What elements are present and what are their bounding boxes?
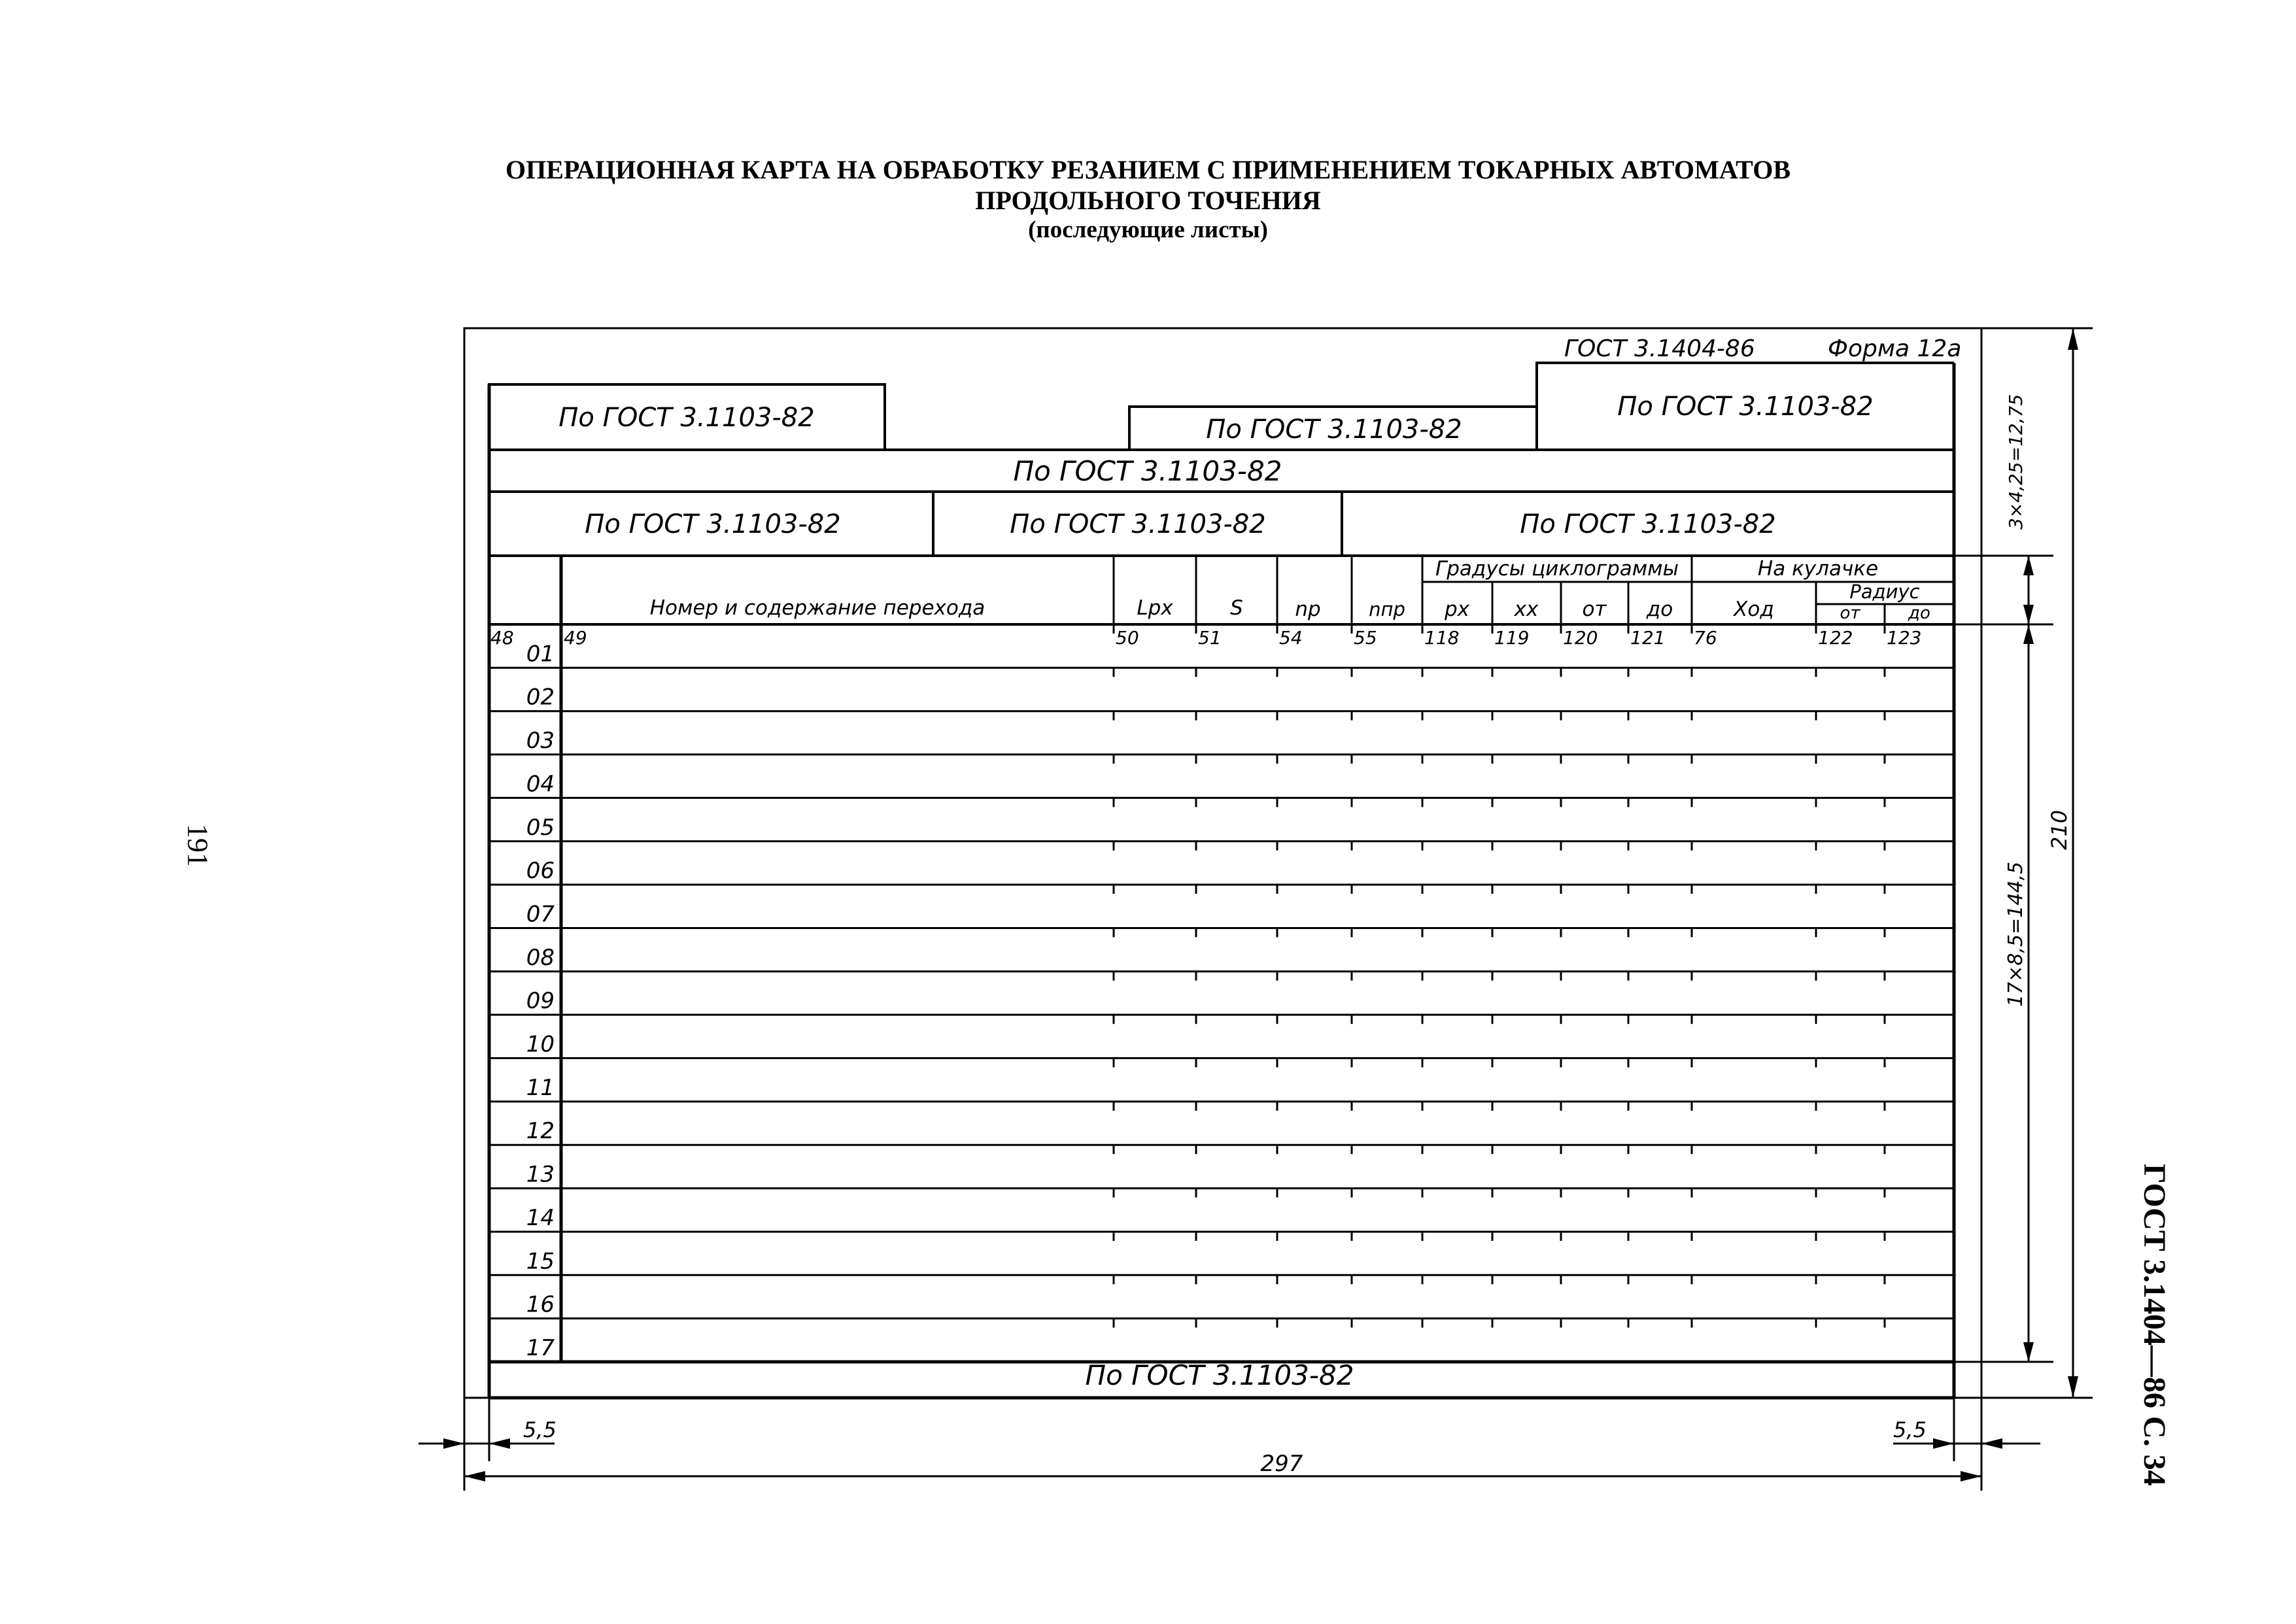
header-from: от [1582,598,1607,621]
row-number: 14 [526,1204,555,1231]
dim-rows-band: 17×8,5=144,5 [2004,861,2027,1007]
row-number: 09 [526,988,555,1015]
code-118: 118 [1424,627,1460,649]
row-number: 16 [526,1291,555,1318]
dim-margin-right: 5,5 [1893,1417,1927,1442]
row-number: 07 [526,901,555,928]
code-123: 123 [1887,627,1922,649]
row-number: 01 [526,641,555,668]
ref-row-3-left: По ГОСТ 3.1103-82 [585,509,841,539]
code-51: 51 [1198,627,1222,649]
header-stroke: Ход [1734,598,1774,621]
outer-frame [464,328,1981,1398]
header-s: S [1230,596,1243,620]
code-50: 50 [1116,627,1139,649]
ref-bottom: По ГОСТ 3.1103-82 [1085,1359,1354,1391]
code-119: 119 [1494,627,1530,649]
code-48: 48 [490,627,514,649]
row-number: 11 [526,1074,555,1101]
header-transition: Номер и содержание перехода [649,596,985,620]
side-gost-label: ГОСТ 3.1404—86 С. 34 [2137,1164,2172,1486]
dim-top-band: 3×4,25=12,75 [2005,394,2027,530]
row-number: 05 [526,814,555,841]
header-to: до [1646,598,1673,621]
code-121: 121 [1630,627,1666,649]
dim-width: 297 [1260,1451,1303,1477]
code-54: 54 [1279,627,1303,649]
code-55: 55 [1354,627,1377,649]
row-number: 10 [526,1031,555,1058]
ref-top-left: По ГОСТ 3.1103-82 [558,403,815,433]
header-radius: Радиус [1849,581,1920,603]
ref-row-2: По ГОСТ 3.1103-82 [1013,455,1282,487]
code-76: 76 [1694,627,1717,649]
title-line-3: (последующие листы) [1028,216,1268,243]
header-np: nр [1295,598,1321,621]
ref-row-3-middle: По ГОСТ 3.1103-82 [1010,509,1266,539]
row-lines [489,668,1954,1318]
ref-top-right: По ГОСТ 3.1103-82 [1617,392,1874,422]
header-npp: nпр [1369,598,1405,620]
title-line-1: ОПЕРАЦИОННАЯ КАРТА НА ОБРАБОТКУ РЕЗАНИЕМ С ПРИМЕНЕНИЕМ ТОКАРНЫХ АВТОМАТОВ [505,155,1791,184]
code-122: 122 [1818,627,1853,649]
row-number: 06 [526,858,555,885]
ref-row-3-right: По ГОСТ 3.1103-82 [1520,509,1776,539]
row-number: 12 [526,1118,555,1145]
header-radius-from: от [1840,603,1860,623]
header-px: рх [1444,598,1470,621]
form-label: Форма 12а [1828,335,1962,362]
dim-margin-left: 5,5 [523,1417,557,1442]
title-line-2: ПРОДОЛЬНОГО ТОЧЕНИЯ [975,186,1321,215]
row-number: 03 [526,728,555,754]
header-xx: хх [1514,598,1539,621]
dim-height: 210 [2047,809,2072,850]
row-number: 02 [526,684,555,711]
page-number: 191 [182,824,214,867]
form-standard: ГОСТ 3.1404-86 [1564,335,1755,362]
row-number: 13 [526,1161,555,1188]
row-number: 04 [526,771,555,798]
row-number: 15 [526,1248,555,1275]
code-120: 120 [1563,627,1598,649]
header-cam-group: На кулачке [1757,557,1879,581]
code-49: 49 [564,627,587,649]
header-radius-to: до [1908,603,1930,623]
ref-top-middle: По ГОСТ 3.1103-82 [1206,414,1462,445]
header-degrees-group: Градусы циклограммы [1435,557,1679,581]
row-number: 08 [526,944,555,971]
header-lpx: Lpx [1137,596,1173,620]
row-number: 17 [526,1335,555,1361]
